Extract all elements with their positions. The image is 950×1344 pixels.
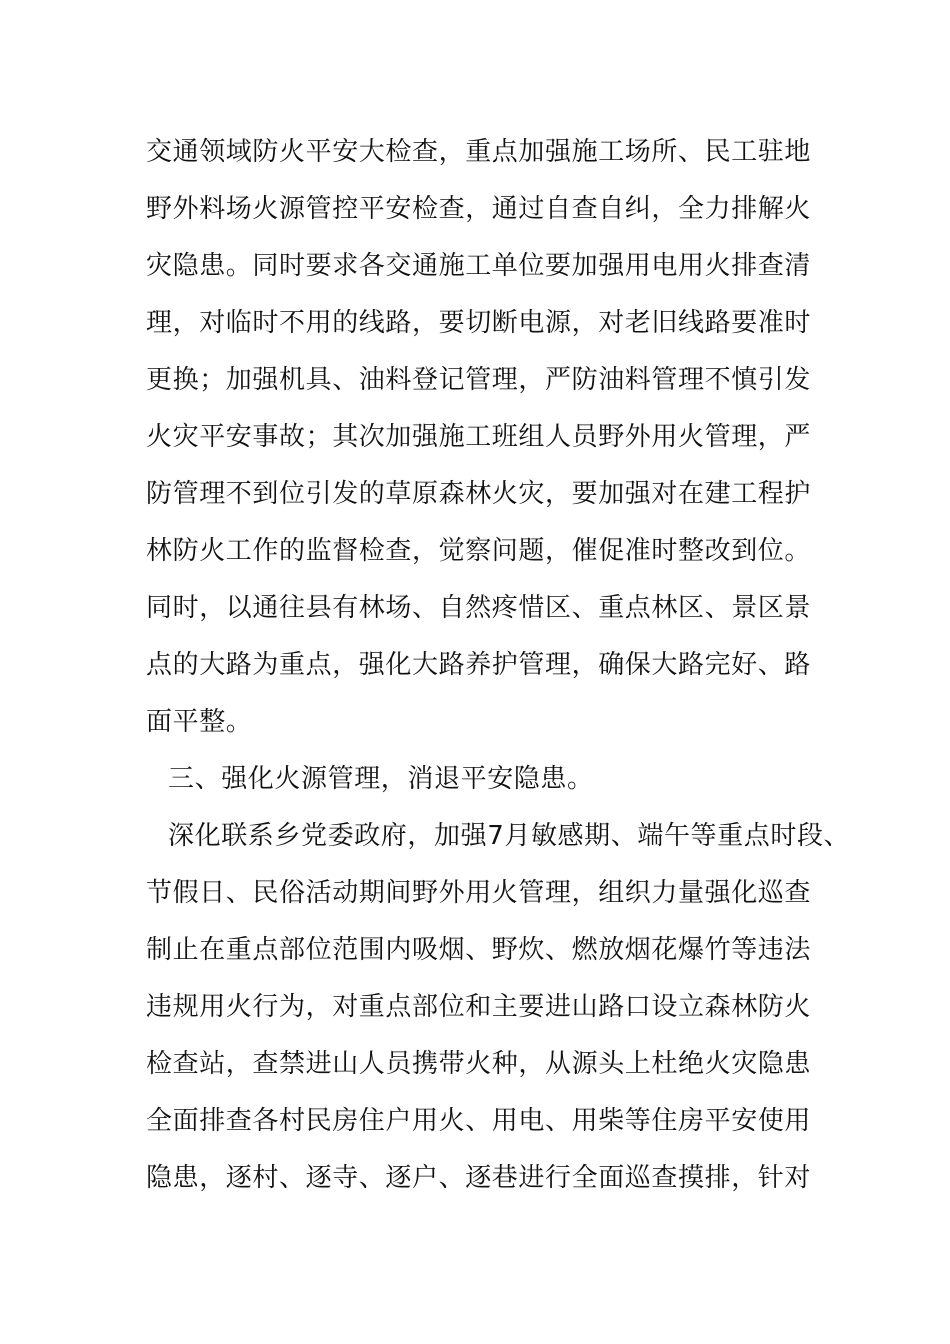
text-line: 节假日、民俗活动期间野外用火管理，组织力量强化巡查 xyxy=(146,878,812,908)
text-line: 深化联系乡党委政府，加强7月敏感期、端午等重点时段、 xyxy=(168,821,851,851)
text-line: 面平整。 xyxy=(146,707,253,737)
text-line: 点的大路为重点，强化大路养护管理，确保大路完好、路 xyxy=(146,650,812,680)
text-line: 全面排查各村民房住户用火、用电、用柴等住房平安使用 xyxy=(146,1106,812,1136)
section-heading: 三、强化火源管理，消退平安隐患。 xyxy=(168,764,594,794)
text-line: 野外料场火源管控平安检查，通过自查自纠，全力排解火 xyxy=(146,194,812,224)
text-line: 林防火工作的监督检查，觉察问题，催促准时整改到位。 xyxy=(146,536,812,566)
text-line: 防管理不到位引发的草原森林火灾，要加强对在建工程护 xyxy=(146,479,812,509)
text-line: 同时，以通往县有林场、自然疼惜区、重点林区、景区景 xyxy=(146,593,812,623)
text-line: 隐患，逐村、逐寺、逐户、逐巷进行全面巡查摸排，针对 xyxy=(146,1163,812,1193)
text-line: 制止在重点部位范围内吸烟、野炊、燃放烟花爆竹等违法 xyxy=(146,935,812,965)
text-line: 违规用火行为，对重点部位和主要进山路口设立森林防火 xyxy=(146,992,812,1022)
text-line: 交通领域防火平安大检查，重点加强施工场所、民工驻地 xyxy=(146,137,812,167)
text-line: 更换；加强机具、油料登记管理，严防油料管理不慎引发 xyxy=(146,365,812,395)
text-line: 灾隐患。同时要求各交通施工单位要加强用电用火排查清 xyxy=(146,251,812,281)
text-line: 火灾平安事故；其次加强施工班组人员野外用火管理，严 xyxy=(146,422,812,452)
text-line: 检查站，查禁进山人员携带火种，从源头上杜绝火灾隐患 xyxy=(146,1049,812,1079)
text-line: 理，对临时不用的线路，要切断电源，对老旧线路要准时 xyxy=(146,308,812,338)
